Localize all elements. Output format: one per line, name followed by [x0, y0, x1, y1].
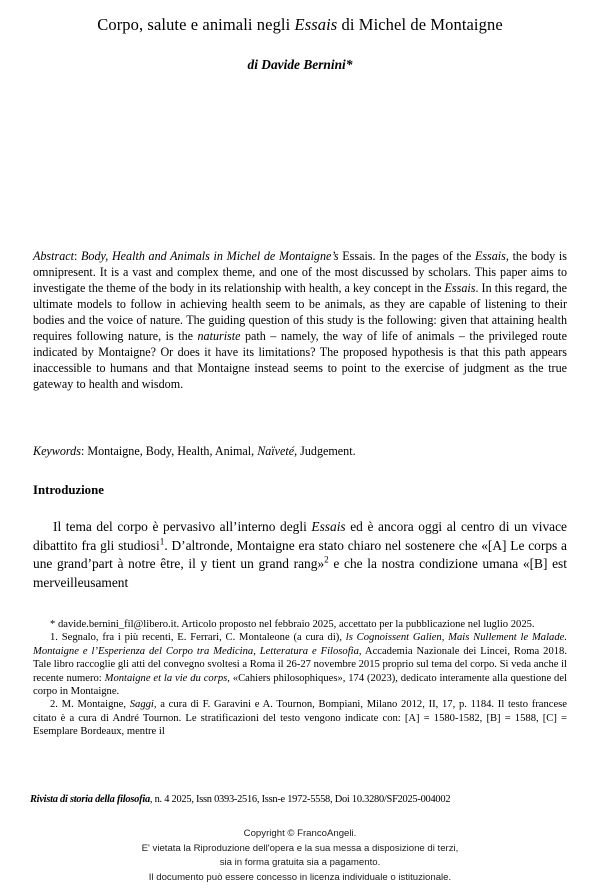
abstract-italic-2: Essais — [444, 281, 476, 296]
footnote-segment: davide.bernini_fil@libero.it. Articolo proposto nel febbraio 2025, accettato per la pubblicazione nel luglio 2025. — [55, 619, 535, 630]
footnote-marker: 1. — [50, 632, 58, 644]
footnotes-block — [33, 618, 567, 739]
keywords-text-1: Montaigne, Body, Health, Animal, — [87, 444, 258, 458]
footnote-segment: Segnalo, fra i più recenti, E. Ferrari, C. Montaleone (a cura di), — [57, 632, 346, 644]
author-byline: di Davide Bernini* — [247, 57, 353, 73]
abstract-text-1: Essais. In the pages of the — [338, 249, 475, 263]
footnote-marker: * — [50, 619, 56, 630]
abstract-text-4: path – namely, the way of life of animals – the privileged route indicated by Montaigne? Or does it have its limitations? The proposed hypothesis is that this path appears inaccessible to humans and that Montaigne instead seems to point to the exercise of judgment as the true gateway to health and wisdom. — [33, 329, 567, 392]
footnote-segment: , Accademia Nazionale dei Lincei, Roma 2018. Tale libro raccoglie gli atti del convegno svoltesi a Roma il 26-27 novembre 2015 proprio sul tema del corpo. Si veda anche il recente numero: — [33, 645, 567, 684]
keywords-italic-1: Naïveté, — [257, 444, 298, 458]
body-paragraph — [33, 518, 567, 592]
footnote-item — [33, 698, 567, 738]
copyright-line-3: sia in forma gratuita sia a pagamento. — [219, 857, 381, 869]
footnote-segment: Montaigne et la vie du corps — [104, 672, 228, 684]
abstract-italic-3: naturiste — [197, 329, 241, 344]
body-text-4: e che la nostra condizione umana «[B] est merveilleusament — [33, 556, 567, 590]
body-text-2: ed è ancora oggi al centro di un vivace dibattito fra gli studiosi — [33, 519, 567, 553]
journal-details: , n. 4 2025, Issn 0393-2516, Issn-e 1972-5558, Doi 10.3280/SF2025-004002 — [149, 794, 451, 805]
footnote-segment: M. Montaigne, — [57, 699, 130, 711]
journal-name: Rivista di storia della filosofia — [30, 794, 150, 805]
keywords-block — [33, 443, 567, 459]
footnote-item — [33, 618, 567, 631]
footnote-ref-1[interactable]: 1 — [159, 536, 165, 547]
title-prefix: Corpo, salute e animali negli — [97, 15, 295, 34]
section-heading-introduzione: Introduzione — [33, 483, 104, 497]
body-text-1: Il tema del corpo è pervasivo all’interno degli — [53, 519, 312, 534]
footnote-segment: , a cura di F. Garavini e A. Tournon, Bompiani, Milano 2012, II, 17, p. 1184. Il testo francese citato è a cura di André Tournon. Le stratificazioni del testo vengono indicate con: [A] = 1580-1582, [B] = 1588, [C] = Esemplare Bordeaux, mentre il — [33, 699, 567, 738]
keywords-label: Keywords — [33, 444, 81, 458]
copyright-line-2: E' vietata la Riproduzione dell'opera e la sua messa a disposizione di terzi, — [141, 842, 459, 854]
journal-citation-line — [30, 793, 570, 806]
abstract-block — [33, 248, 567, 392]
abstract-italic-1: Essais, — [474, 249, 509, 263]
title-work-name: Essais — [294, 15, 338, 34]
body-italic-1: Essais — [311, 519, 346, 534]
footnote-item — [33, 631, 567, 698]
footnote-ref-2[interactable]: 2 — [324, 554, 329, 565]
body-text-3: . D’altronde, Montaigne era stato chiaro nel sostenere che «[A] Le corps a une grand’part à notre être, il y tient un grand rang» — [33, 537, 567, 572]
abstract-italic-title: Body, Health and Animals in Michel de Montaigne’s — [81, 249, 339, 263]
footnote-segment: Saggi — [129, 699, 154, 711]
copyright-line-1: Copyright © FrancoAngeli. — [243, 828, 357, 839]
abstract-text-2: the body is omnipresent. It is a vast and complex theme, and one of the most discussed by scholars. This paper aims to investigate the theme of the body in its relationship with health, a key concept in the — [33, 249, 567, 296]
footnote-segment: ls Cognoissent Galien, Mais Nullement le Malade. Montaigne e l’Esperienza del Corpo tra Medicina, Letteratura e Filosofia — [33, 632, 567, 657]
copyright-footer — [0, 827, 600, 885]
footnote-segment: , «Cahiers philosophiques», 174 (2023), dedicato interamente alla questione del corpo in Montaigne. — [33, 672, 567, 698]
footnote-marker: 2. — [50, 699, 58, 711]
abstract-label: Abstract — [33, 249, 74, 263]
abstract-label-separator: : — [73, 249, 82, 263]
keywords-text-2: Judgement. — [297, 444, 356, 458]
title-suffix: di Michel de Montaigne — [337, 15, 503, 34]
keywords-label-separator: : — [80, 444, 88, 458]
abstract-text-3: . In this regard, the ultimate models to follow in achieving health seem to be animals, as they are capable of listening to their bodies and the voice of nature. The guiding question of this study is the following: given that attaining health requires following nature, is the — [33, 281, 567, 344]
copyright-line-4: Il documento può essere concesso in licenza individuale o istituzionale. — [148, 871, 452, 883]
page-title — [0, 0, 600, 35]
